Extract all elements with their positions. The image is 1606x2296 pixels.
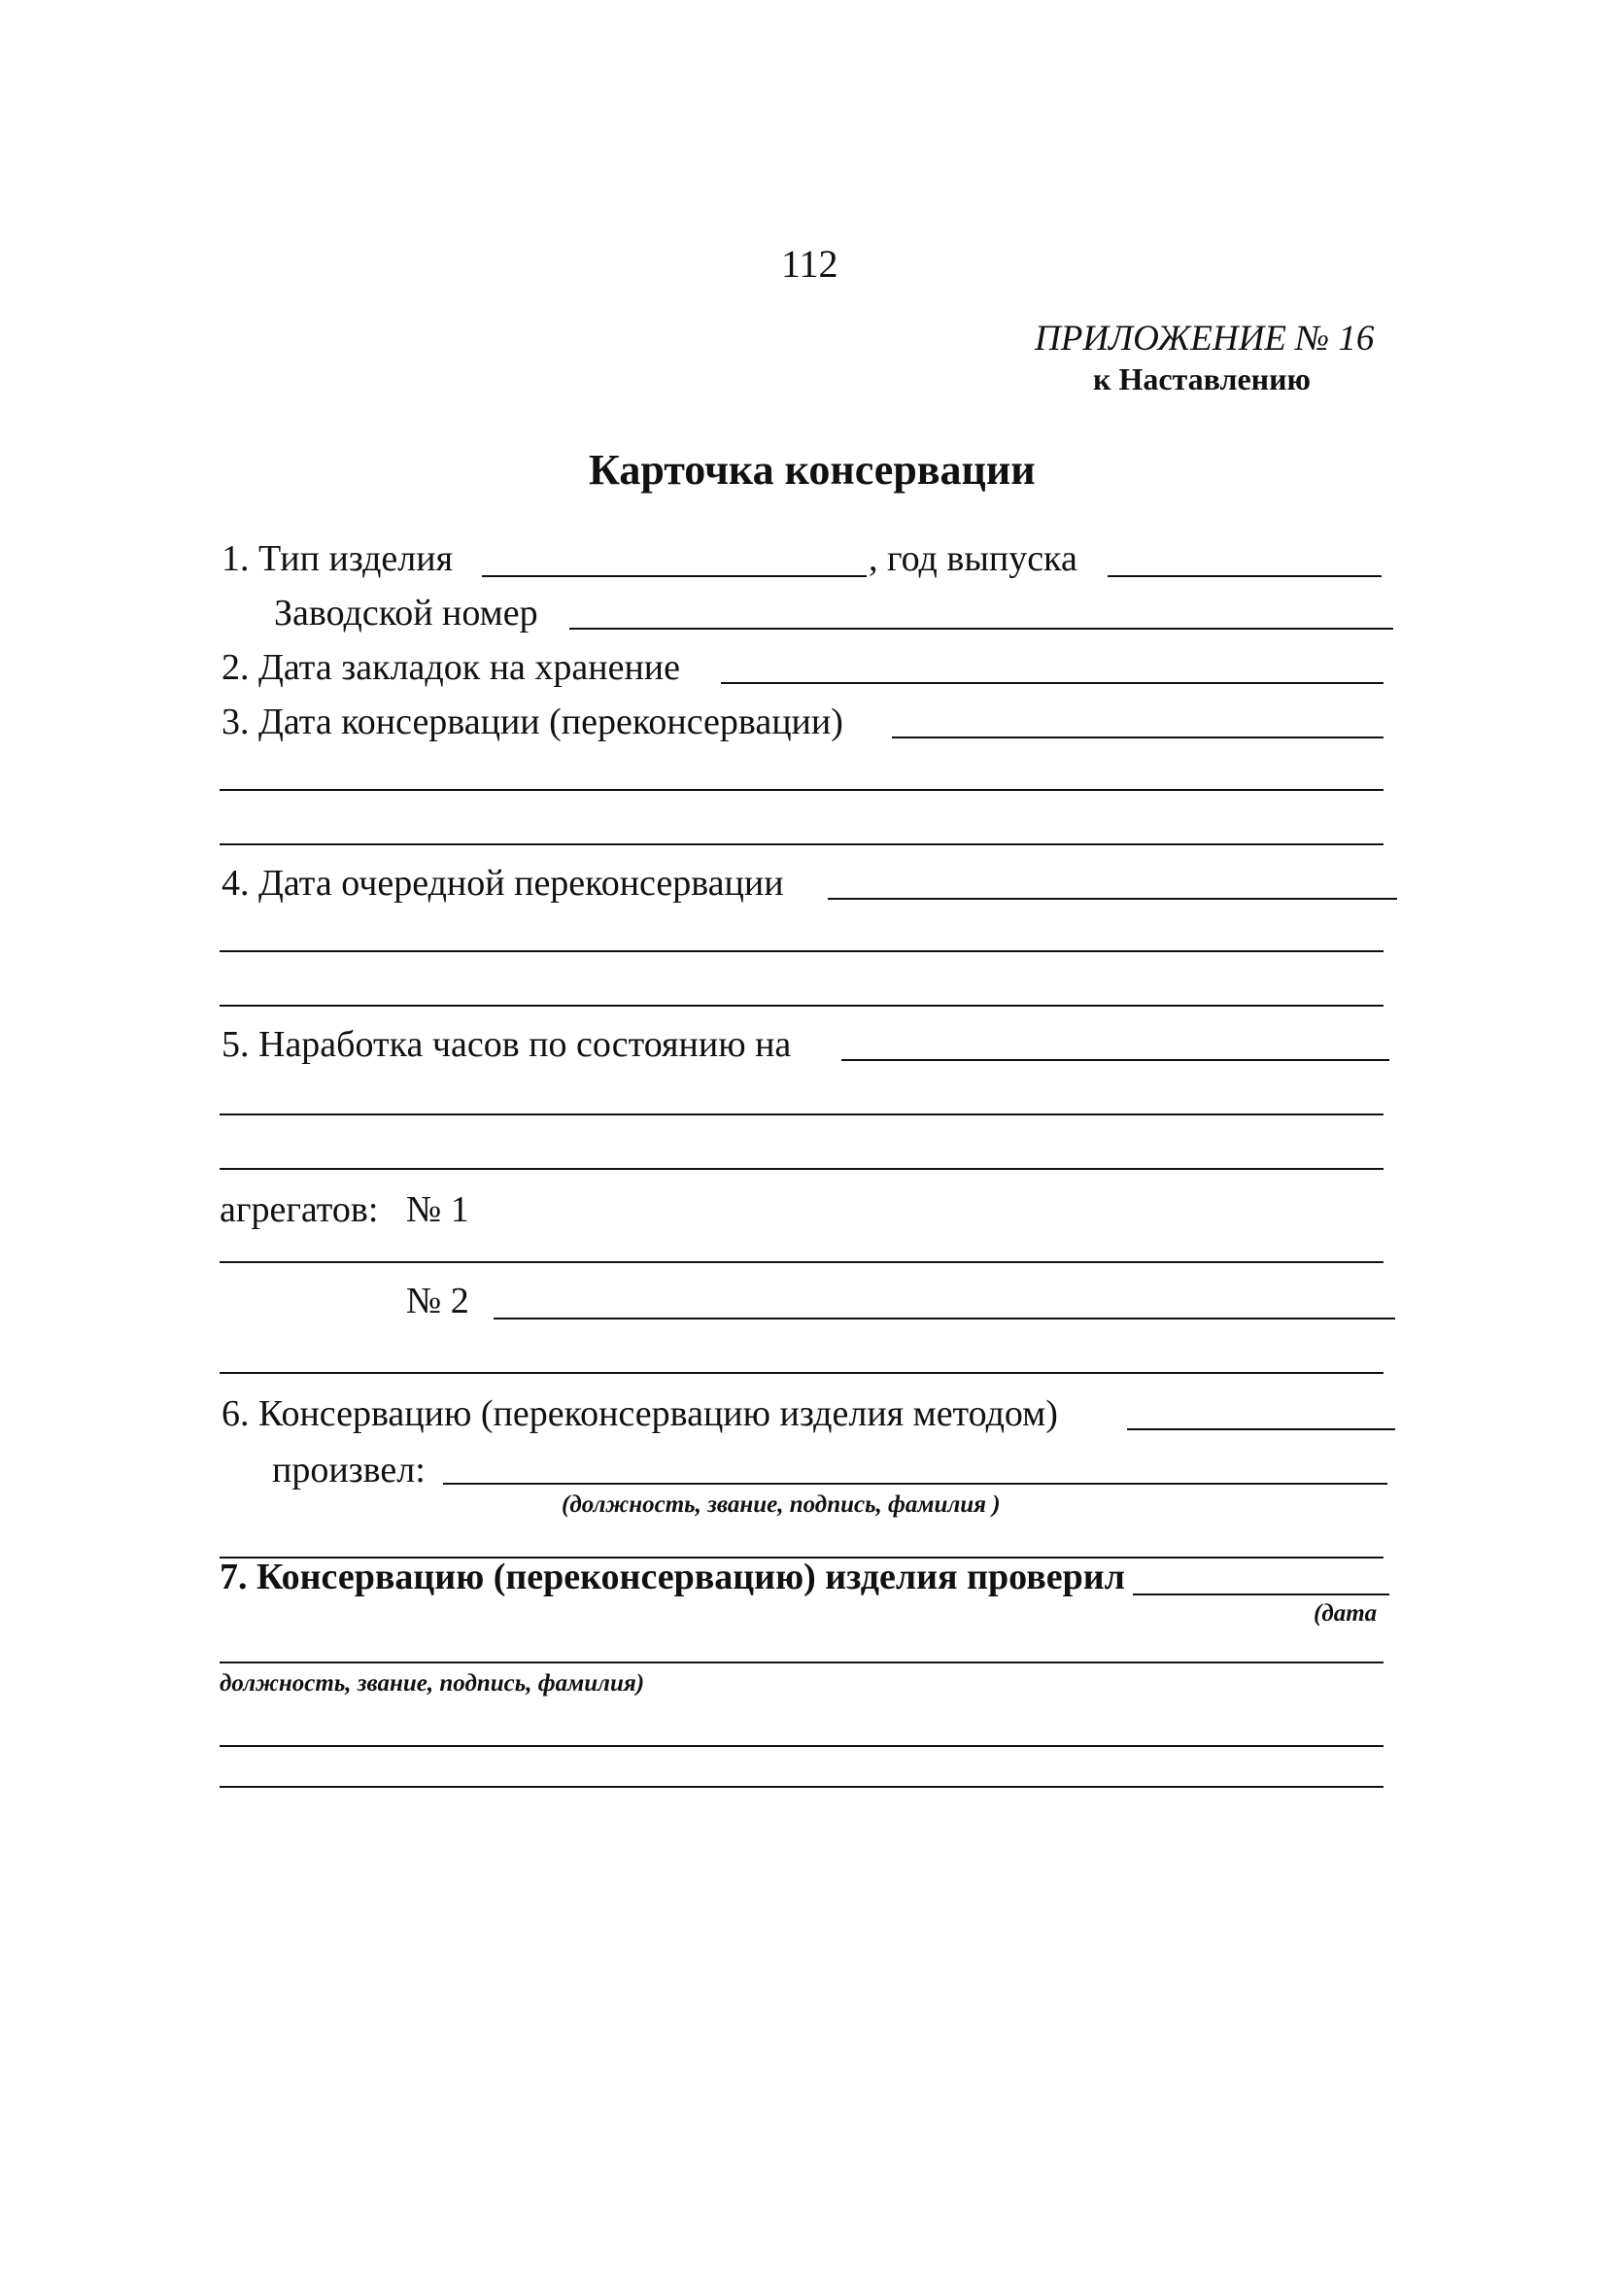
inspector-line-4[interactable] (220, 1786, 1384, 1788)
conservation-date-line-3[interactable] (220, 843, 1384, 845)
conservation-date-line-2[interactable] (220, 789, 1384, 791)
next-reconservation-line-2[interactable] (220, 950, 1384, 952)
inspector-line-2[interactable] (220, 1662, 1384, 1663)
unit1-label: № 1 (406, 1189, 469, 1230)
unit1-field[interactable] (220, 1261, 1384, 1263)
inspector-caption-rest: должность, звание, подпись, фамилия) (220, 1670, 645, 1696)
conservation-method-field[interactable] (1127, 1428, 1395, 1430)
inspector-caption-date: (дата (1314, 1600, 1378, 1627)
appendix-subtitle: к Наставлению (1093, 361, 1311, 396)
unit2-line-2[interactable] (220, 1372, 1384, 1374)
operating-hours-line-3[interactable] (220, 1168, 1384, 1170)
performer-field[interactable] (443, 1483, 1387, 1485)
unit2-field[interactable] (494, 1318, 1395, 1319)
item2-label: 2. Дата закладок на хранение (222, 647, 681, 688)
item6-label: 6. Консервацию (переконсервацию изделия методом) (222, 1393, 1058, 1434)
conservation-date-field[interactable] (892, 737, 1384, 738)
page-number: 112 (781, 242, 838, 286)
units-label: агрегатов: (220, 1189, 379, 1230)
unit2-label: № 2 (406, 1281, 469, 1321)
item3-label: 3. Дата консервации (переконсервации) (222, 702, 843, 742)
item1-label: 1. Тип изделия (222, 538, 454, 579)
operating-hours-date-field[interactable] (841, 1059, 1389, 1061)
inspector-field[interactable] (1133, 1593, 1389, 1595)
item1-year-label: , год выпуска (869, 538, 1077, 579)
inspector-line-3[interactable] (220, 1745, 1384, 1747)
item5-label: 5. Наработка часов по состоянию на (222, 1024, 792, 1065)
item4-label: 4. Дата очередной переконсервации (222, 863, 784, 904)
operating-hours-line-2[interactable] (220, 1114, 1384, 1115)
performer-label: произвел: (272, 1450, 426, 1491)
next-reconservation-line-3[interactable] (220, 1005, 1384, 1007)
item7-label: 7. Консервацию (переконсервацию) изделия проверил (220, 1557, 1125, 1597)
document-title: Карточка консервации (589, 446, 1036, 494)
serial-number-label: Заводской номер (274, 593, 538, 634)
storage-date-field[interactable] (721, 682, 1384, 684)
release-year-field[interactable] (1108, 575, 1382, 577)
serial-number-field[interactable] (569, 628, 1393, 630)
product-type-field[interactable] (482, 575, 867, 577)
next-reconservation-date-field[interactable] (828, 898, 1397, 900)
performer-caption: (должность, звание, подпись, фамилия ) (562, 1491, 1001, 1518)
appendix-title: ПРИЛОЖЕНИЕ № 16 (1035, 319, 1375, 359)
